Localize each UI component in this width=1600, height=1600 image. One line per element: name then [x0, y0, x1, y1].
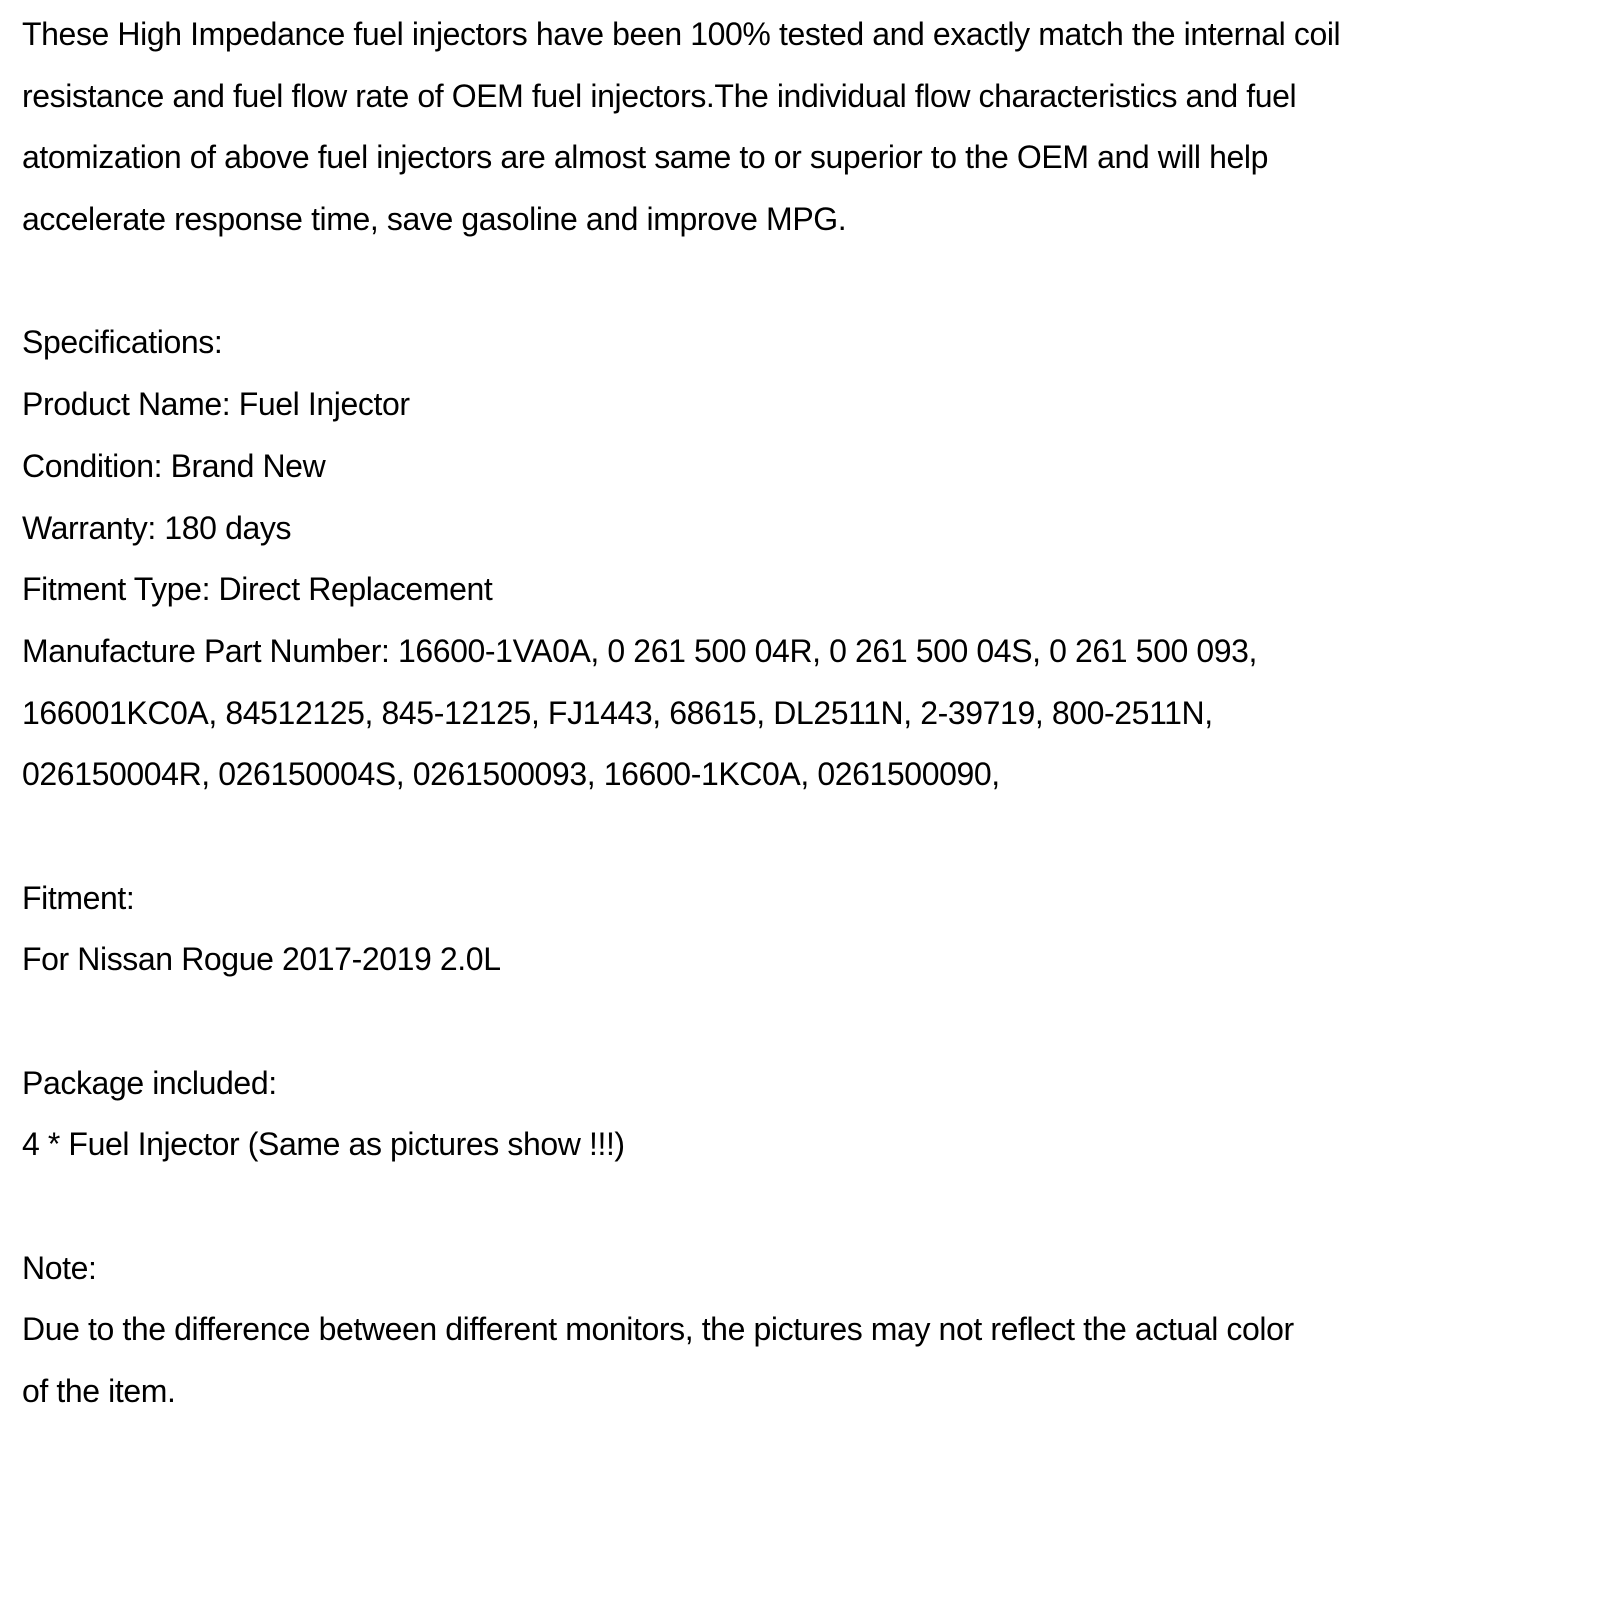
spec-part-numbers: 026150004R, 026150004S, 0261500093, 16600-1KC0A, 0261500090, [22, 756, 1000, 793]
fitment-vehicle: For Nissan Rogue 2017-2019 2.0L [22, 941, 501, 978]
note-text: of the item. [22, 1373, 176, 1410]
fitment-section [22, 868, 1340, 991]
text-line: atomization of above fuel injectors are almost same to or superior to the OEM and will help [22, 139, 1269, 176]
spec-warranty: Warranty: 180 days [22, 509, 292, 546]
text-line: These High Impedance fuel injectors have been 100% tested and exactly match the internal coil [22, 16, 1341, 52]
product-description [22, 4, 1340, 1423]
section-heading: Package included: [22, 1064, 277, 1101]
spec-part-numbers: Manufacture Part Number: 16600-1VA0A, 0 261 500 04R, 0 261 500 04S, 0 261 500 093, [22, 632, 1258, 669]
section-heading: Fitment: [22, 879, 135, 916]
spec-fitment-type: Fitment Type: Direct Replacement [22, 571, 493, 608]
text-line: resistance and fuel flow rate of OEM fuel injectors.The individual flow characteristics and fuel [22, 77, 1297, 114]
note-text: Due to the difference between different monitors, the pictures may not reflect the actual color [22, 1311, 1294, 1348]
spec-product-name: Product Name: Fuel Injector [22, 386, 410, 423]
section-heading: Specifications: [22, 324, 223, 361]
package-contents: 4 * Fuel Injector (Same as pictures show !!!) [22, 1126, 625, 1163]
specifications-section [22, 312, 1340, 806]
spec-part-numbers: 166001KC0A, 84512125, 845-12125, FJ1443, 68615, DL2511N, 2-39719, 800-2511N, [22, 694, 1213, 731]
spec-condition: Condition: Brand New [22, 447, 326, 484]
text-line: accelerate response time, save gasoline and improve MPG. [22, 201, 847, 238]
section-heading: Note: [22, 1249, 97, 1286]
intro-paragraph [22, 4, 1340, 251]
package-section [22, 1053, 1340, 1176]
note-section [22, 1238, 1340, 1423]
